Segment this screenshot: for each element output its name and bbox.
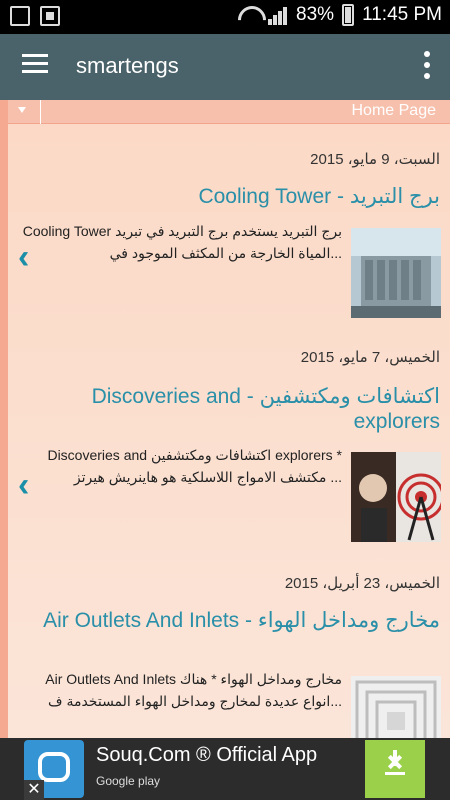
post-thumbnail[interactable] <box>351 228 441 318</box>
clipboard-icon <box>40 6 60 26</box>
signal-icon <box>268 5 288 25</box>
google-play-label: Google play <box>96 774 161 788</box>
post-item[interactable] <box>8 326 450 566</box>
post-summary: Air Outlets And Inlets مخارج ومداخل الهواء * هناك انواع عديدة لمخارج ومداخل الهواء المستخدمة ف... <box>45 671 342 709</box>
status-bar <box>0 0 450 34</box>
download-icon[interactable] <box>365 740 425 798</box>
clock: 11:45 PM <box>362 4 442 25</box>
post-summary: Discoveries and اكتشافات ومكتشفين explorers * مكتشف الامواج اللاسلكية هو هاينريش هيرتز ... <box>47 447 342 485</box>
main-content[interactable] <box>0 100 450 800</box>
post-date: الخميس، 23 أبريل، 2015 <box>284 575 440 592</box>
post-date: السبت، 9 مايو، 2015 <box>310 151 440 168</box>
close-ad-button[interactable]: ✕ <box>24 780 44 800</box>
more-vert-icon[interactable] <box>424 51 430 79</box>
download-arrow-icon <box>385 750 405 774</box>
post-item[interactable] <box>8 100 450 340</box>
post-date: الخميس، 7 مايو، 2015 <box>300 349 440 366</box>
menu-icon[interactable] <box>22 54 48 74</box>
app-bar <box>0 34 450 100</box>
chevron-left-icon[interactable]: ‹ <box>18 238 30 276</box>
battery-icon <box>342 4 354 26</box>
status-right <box>238 4 442 26</box>
left-edge-strip <box>0 100 8 800</box>
post-title-link[interactable]: Cooling Tower - برج التبريد <box>198 185 440 208</box>
chevron-left-icon[interactable]: ‹ <box>18 466 30 504</box>
battery-percent: 83% <box>296 4 335 25</box>
page-label: Home Page <box>351 102 436 119</box>
app-title: smartengs <box>76 53 179 78</box>
post-summary: Cooling Tower برج التبريد يستخدم برج التبريد في تبريد المياة الخارجة من المكثف الموجود في... <box>22 223 342 261</box>
wifi-icon <box>238 6 260 24</box>
post-title-link[interactable]: Discoveries and - اكتشافات ومكتشفين explorers <box>91 385 440 433</box>
notification-icon <box>10 6 30 26</box>
post-thumbnail[interactable] <box>351 452 441 542</box>
post-title-link[interactable]: Air Outlets And Inlets - مخارج ومداخل الهواء <box>43 609 440 632</box>
ad-title[interactable]: Souq.Com ® Official App <box>96 744 318 766</box>
status-left-icons <box>10 6 60 26</box>
chat-bubble-icon <box>38 752 70 782</box>
